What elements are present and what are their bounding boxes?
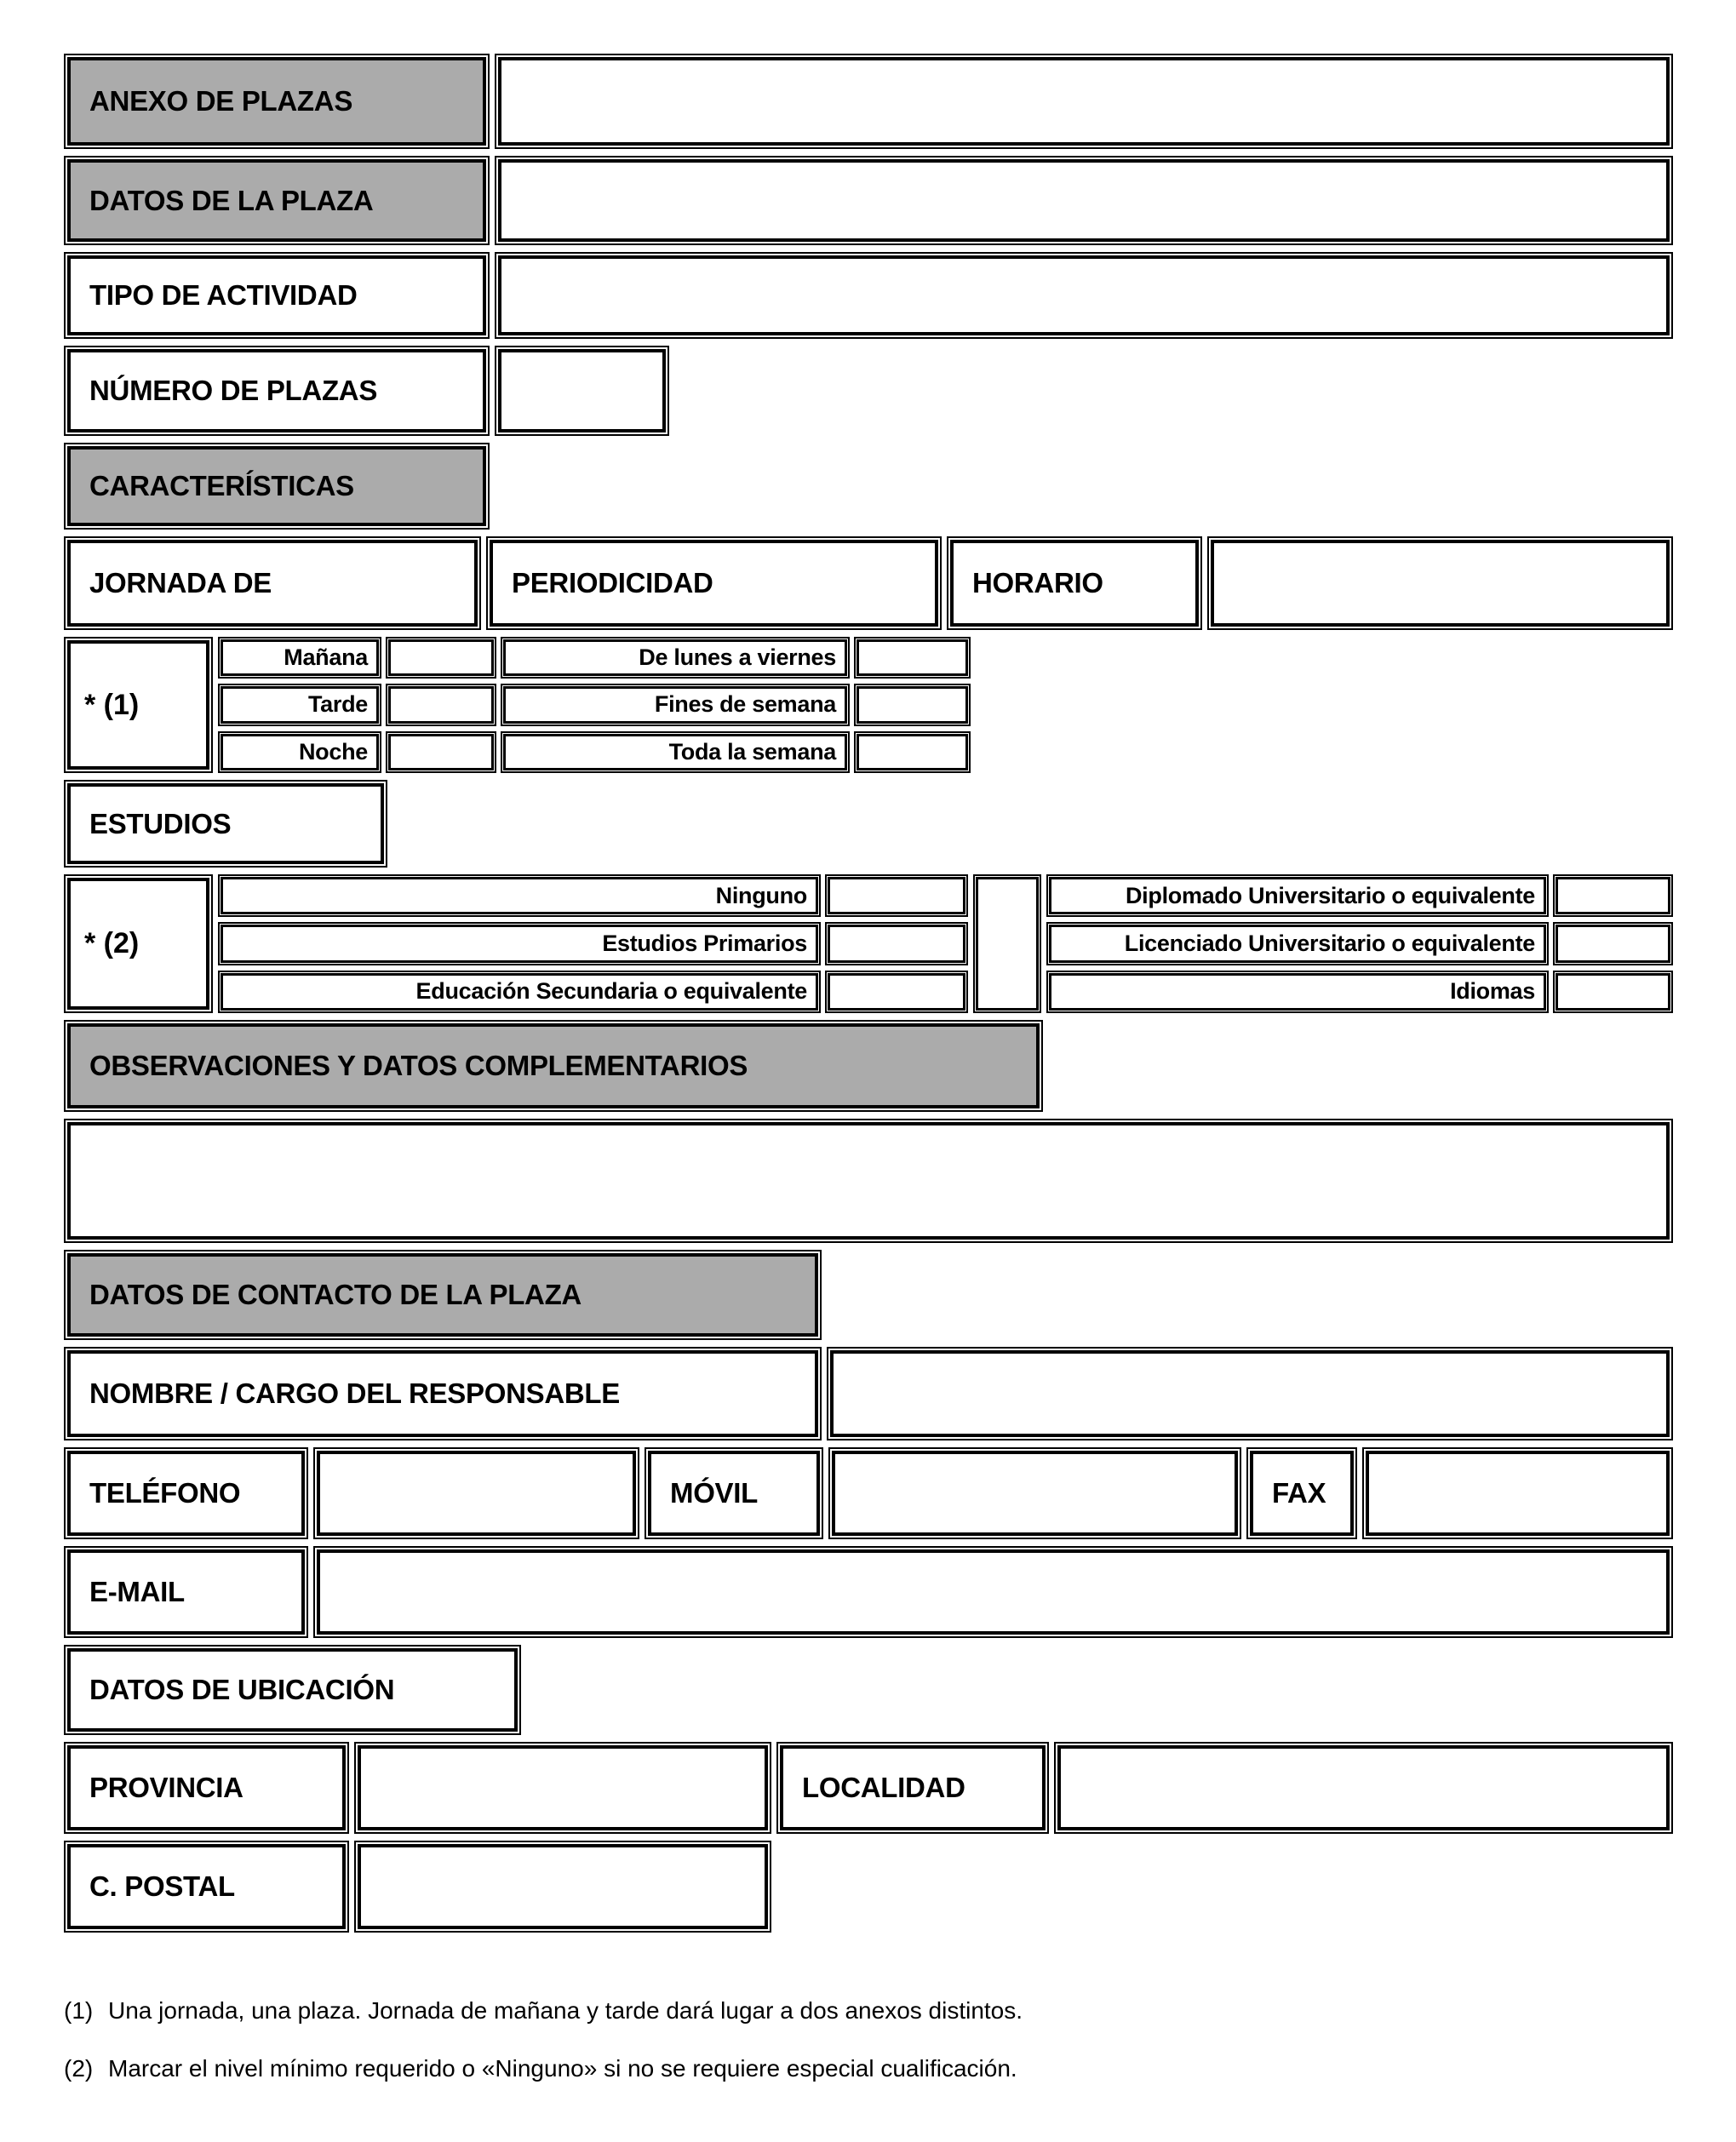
observaciones-header (64, 1020, 1043, 1112)
horario-label-cell (947, 536, 1202, 630)
row-email (64, 1546, 1673, 1638)
estudios-label-cell (64, 780, 387, 868)
lunes-viernes-label: De lunes a viernes (639, 644, 836, 671)
fax-input[interactable] (1362, 1447, 1673, 1539)
option-row (218, 637, 971, 679)
option-row (218, 971, 968, 1013)
estudios-primarios-checkbox[interactable] (825, 922, 968, 965)
noche-label: Noche (298, 738, 368, 765)
estudios-options-left-grid (218, 874, 968, 1013)
licenciado-checkbox[interactable] (1553, 922, 1673, 965)
nombre-cargo-label-cell (64, 1347, 822, 1440)
fines-semana-label: Fines de semana (654, 691, 836, 718)
manana-label: Mañana (284, 644, 368, 671)
row-numero-plazas (64, 346, 1673, 436)
fines-semana-checkbox[interactable] (854, 684, 971, 725)
diplomado-label-cell (1046, 874, 1549, 917)
row-datos-plaza (64, 156, 1673, 245)
option-row (1046, 874, 1673, 917)
noche-checkbox[interactable] (386, 731, 496, 773)
tarde-label-cell (218, 684, 381, 725)
observaciones-header-label: OBSERVACIONES Y DATOS COMPLEMENTARIOS (89, 1050, 748, 1081)
row-ubicacion-header (64, 1645, 1673, 1735)
footnote-2-number: (2) (64, 2054, 94, 2082)
footnote1-marker-cell (64, 637, 213, 773)
anexo-de-plazas-form (64, 54, 1673, 1939)
idiomas-checkbox[interactable] (1553, 971, 1673, 1013)
option-row (1046, 922, 1673, 965)
row-caracteristicas (64, 443, 1673, 530)
email-label-cell (64, 1546, 308, 1638)
toda-semana-checkbox[interactable] (854, 731, 971, 773)
provincia-input[interactable] (354, 1742, 771, 1834)
fax-label: FAX (1272, 1477, 1326, 1509)
estudios-primarios-label: Estudios Primarios (602, 930, 807, 956)
row-nombre-cargo (64, 1347, 1673, 1440)
row-jornada-horario (64, 536, 1673, 630)
cpostal-label-cell (64, 1841, 349, 1933)
observaciones-textarea[interactable] (64, 1119, 1673, 1243)
option-row (218, 874, 968, 917)
movil-input[interactable] (828, 1447, 1241, 1539)
row-estudios (64, 780, 1673, 868)
footnote-2-text: Marcar el nivel mínimo requerido o «Ninguno» si no se requiere especial cualificación. (108, 2054, 1017, 2082)
licenciado-label: Licenciado Universitario o equivalente (1124, 930, 1535, 956)
jornada-options-grid (218, 637, 971, 773)
row-jornada-options (64, 637, 1673, 773)
row-estudios-options (64, 874, 1673, 1013)
footnote-1 (64, 1996, 1673, 2025)
telefono-label: TELÉFONO (89, 1477, 241, 1509)
telefono-label-cell (64, 1447, 308, 1539)
contacto-header (64, 1250, 822, 1340)
ubicacion-label: DATOS DE UBICACIÓN (89, 1674, 395, 1705)
localidad-label: LOCALIDAD (802, 1772, 965, 1803)
diplomado-checkbox[interactable] (1553, 874, 1673, 917)
tarde-label: Tarde (307, 691, 368, 718)
educacion-secundaria-label: Educación Secundaria o equivalente (415, 978, 807, 1005)
numero-plazas-label: NÚMERO DE PLAZAS (89, 375, 378, 406)
diplomado-label: Diplomado Universitario o equivalente (1125, 882, 1535, 908)
estudios-options-spacer-cell (973, 874, 1041, 1013)
footnote2-marker: * (2) (84, 927, 140, 959)
datos-plaza-header (64, 156, 490, 245)
row-provincia-localidad (64, 1742, 1673, 1834)
row-contacto-header (64, 1250, 1673, 1340)
caracteristicas-header (64, 443, 490, 530)
jornada-label-cell (64, 536, 481, 630)
numero-plazas-input[interactable] (495, 346, 669, 436)
horario-input[interactable] (1207, 536, 1673, 630)
row-telefonos (64, 1447, 1673, 1539)
numero-plazas-label-cell (64, 346, 490, 436)
telefono-input[interactable] (313, 1447, 639, 1539)
lunes-viernes-label-cell (501, 637, 850, 679)
anexo-value-box[interactable] (495, 54, 1673, 149)
fines-semana-label-cell (501, 684, 850, 725)
option-row (218, 731, 971, 773)
manana-checkbox[interactable] (386, 637, 496, 679)
tipo-actividad-input[interactable] (495, 252, 1673, 339)
noche-label-cell (218, 731, 381, 773)
licenciado-label-cell (1046, 922, 1549, 965)
idiomas-label-cell (1046, 971, 1549, 1013)
row-tipo-actividad (64, 252, 1673, 339)
caracteristicas-header-label: CARACTERÍSTICAS (89, 470, 354, 501)
fax-label-cell (1246, 1447, 1357, 1539)
horario-label: HORARIO (972, 567, 1103, 598)
tipo-actividad-label-cell (64, 252, 490, 339)
option-row (218, 922, 968, 965)
nombre-cargo-label: NOMBRE / CARGO DEL RESPONSABLE (89, 1377, 620, 1409)
datos-plaza-header-label: DATOS DE LA PLAZA (89, 184, 374, 216)
estudios-label: ESTUDIOS (89, 807, 232, 839)
ninguno-label: Ninguno (715, 882, 807, 908)
toda-semana-label: Toda la semana (668, 738, 836, 765)
ninguno-checkbox[interactable] (825, 874, 968, 917)
tarde-checkbox[interactable] (386, 684, 496, 725)
row-anexo (64, 54, 1673, 149)
row-observaciones-header (64, 1020, 1673, 1112)
lunes-viernes-checkbox[interactable] (854, 637, 971, 679)
idiomas-label: Idiomas (1450, 978, 1535, 1005)
footnote-1-number: (1) (64, 1997, 94, 2024)
ubicacion-label-cell (64, 1645, 521, 1735)
movil-label: MÓVIL (670, 1477, 758, 1509)
movil-label-cell (645, 1447, 823, 1539)
provincia-label-cell (64, 1742, 349, 1834)
anexo-header (64, 54, 490, 149)
nombre-cargo-input[interactable] (827, 1347, 1673, 1440)
localidad-input[interactable] (1054, 1742, 1673, 1834)
toda-semana-label-cell (501, 731, 850, 773)
ninguno-label-cell (218, 874, 821, 917)
contacto-header-label: DATOS DE CONTACTO DE LA PLAZA (89, 1279, 582, 1310)
codigo-postal-input[interactable] (354, 1841, 771, 1933)
jornada-label: JORNADA DE (89, 567, 272, 598)
anexo-header-label: ANEXO DE PLAZAS (89, 85, 353, 117)
footnote-2 (64, 2054, 1673, 2083)
row-observaciones-box (64, 1119, 1673, 1243)
option-row (218, 684, 971, 725)
footnote1-marker: * (1) (84, 688, 140, 721)
educacion-secundaria-label-cell (218, 971, 821, 1013)
manana-label-cell (218, 637, 381, 679)
periodicidad-label: PERIODICIDAD (512, 567, 713, 598)
estudios-options-right-grid (1046, 874, 1673, 1013)
cpostal-label: C. POSTAL (89, 1870, 235, 1902)
footnotes (64, 1996, 1673, 2111)
localidad-label-cell (776, 1742, 1049, 1834)
provincia-label: PROVINCIA (89, 1772, 243, 1803)
email-input[interactable] (313, 1546, 1673, 1638)
option-row (1046, 971, 1673, 1013)
datos-plaza-value-box[interactable] (495, 156, 1673, 245)
footnote2-marker-cell (64, 874, 213, 1013)
educacion-secundaria-checkbox[interactable] (825, 971, 968, 1013)
periodicidad-label-cell (486, 536, 942, 630)
row-cpostal (64, 1841, 1673, 1933)
tipo-actividad-label: TIPO DE ACTIVIDAD (89, 279, 358, 311)
email-label: E-MAIL (89, 1576, 185, 1607)
estudios-primarios-label-cell (218, 922, 821, 965)
footnote-1-text: Una jornada, una plaza. Jornada de mañana y tarde dará lugar a dos anexos distintos. (108, 1997, 1023, 2024)
